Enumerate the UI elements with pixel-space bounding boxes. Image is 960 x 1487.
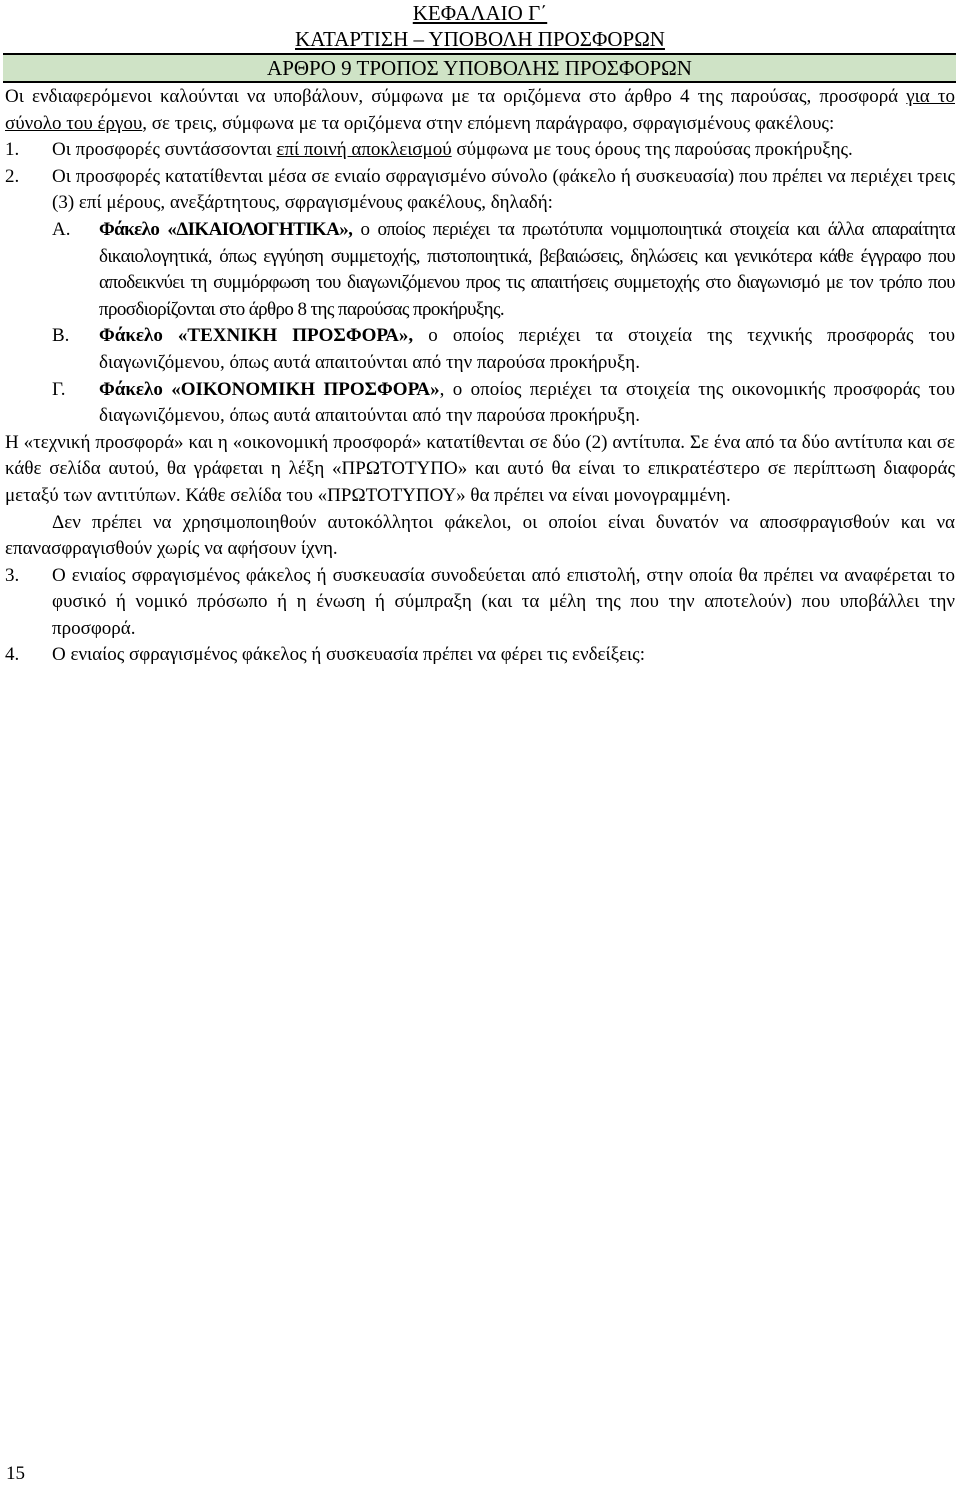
item-number: 1.	[5, 139, 20, 161]
sub-item-b: Β. Φάκελο «ΤΕΧΝΙΚΗ ΠΡΟΣΦΟΡΑ», ο οποίος περιέχει τα στοιχεία της τεχνικής προσφοράς του διαγωνιζόμενου, όπως αυτά απαιτούνται από την παρούσα προκήρυξη.	[5, 323, 955, 376]
list-item-4: 4. Ο ενιαίος σφραγισμένος φάκελος ή συσκευασία πρέπει να φέρει τις ενδείξεις:	[5, 642, 955, 669]
document-body	[5, 84, 955, 669]
list-item-2: 2. Οι προσφορές κατατίθενται μέσα σε ενιαίο σφραγισμένο σύνολο (φάκελο ή συσκευασία) που πρέπει να περιέχει τρεις (3) επί μέρους, ανεξάρτητους, σφραγισμένους φακέλους, δηλαδή:	[5, 164, 955, 217]
envelope-title: Φάκελο «ΤΕΧΝΙΚΗ ΠΡΟΣΦΟΡΑ»,	[99, 325, 414, 347]
sub-item-label: Α.	[52, 218, 71, 240]
sub-item-label: Β.	[52, 325, 70, 347]
item-number: 4.	[5, 644, 20, 666]
section-heading: ΚΑΤΑΡΤΙΣΗ – ΥΠΟΒΟΛΗ ΠΡΟΣΦΟΡΩΝ	[295, 27, 665, 51]
sub-item-label: Γ.	[52, 378, 66, 400]
envelope-title: Φάκελο «ΟΙΚΟΝΟΜΙΚΗ ΠΡΟΣΦΟΡΑ»	[99, 378, 440, 400]
item-number: 3.	[5, 564, 20, 586]
page-number: 15	[6, 1463, 25, 1484]
intro-paragraph: Οι ενδιαφερόμενοι καλούνται να υποβάλουν, σύμφωνα με τα οριζόμενα στο άρθρο 4 της παρούσας, προσφορά για το σύνολο του έργου, σε τρεις, σύμφωνα με τα οριζόμενα στην επόμενη παράγραφο, σφραγισμένους φακέλους:	[5, 86, 955, 134]
chapter-heading: ΚΕΦΑΛΑΙΟ Γ΄	[412, 1, 548, 25]
underlined-phrase: για το σύνολο του έργου	[5, 86, 955, 134]
list-item-3: 3. Ο ενιαίος σφραγισμένος φάκελος ή συσκευασία συνοδεύεται από επιστολή, στην οποία θα πρέπει να αναφέρεται το φυσικό ή νομικό πρόσωπο ή η ένωση ή σύμπραξη (και τα μέλη της που την αποτελούν) που υποβάλλει την προσφορά.	[5, 563, 955, 643]
sub-item-a: Α. Φάκελο «ΔΙΚΑΙΟΛΟΓΗΤΙΚΑ», ο οποίος περιέχει τα πρωτότυπα νομιμοποιητικά στοιχεία και άλλα απαραίτητα δικαιολογητικά, όπως εγγύηση συμμετοχής, πιστοποιητικά, βεβαιώσεις, δηλώσεις και γενικότερα κάθε έγγραφο που αποδεικνύει τη συμμόρφωση του διαγωνιζόμενου προς τις απαιτήσεις συμμετοχής στο διαγωνισμό με τον τρόπο που προσδιορίζονται στο άρθρο 8 της παρούσας προκήρυξης.	[5, 217, 955, 323]
underlined-phrase: επί ποινή αποκλεισμού	[276, 139, 452, 161]
envelopes-paragraph: Δεν πρέπει να χρησιμοποιηθούν αυτοκόλλητοι φάκελοι, οι οποίοι είναι δυνατόν να αποσφραγισθούν και να επανασφραγισθούν χωρίς να αφήσουν ίχνη.	[5, 511, 955, 560]
envelope-title: Φάκελο «ΔΙΚΑΙΟΛΟΓΗΤΙΚΑ»,	[99, 218, 353, 240]
sub-item-c: Γ. Φάκελο «ΟΙΚΟΝΟΜΙΚΗ ΠΡΟΣΦΟΡΑ», ο οποίος περιέχει τα στοιχεία της οικονομικής προσφοράς του διαγωνιζόμενου, όπως αυτά απαιτούνται από την παρούσα προκήρυξη.	[5, 377, 955, 430]
list-item-1: 1. Οι προσφορές συντάσσονται επί ποινή αποκλεισμού σύμφωνα με τους όρους της παρούσας προκήρυξης.	[5, 137, 955, 164]
article-heading: ΑΡΘΡΟ 9 ΤΡΟΠΟΣ ΥΠΟΒΟΛΗΣ ΠΡΟΣΦΟΡΩΝ	[3, 53, 956, 83]
copies-paragraph: Η «τεχνική προσφορά» και η «οικονομική προσφορά» κατατίθενται σε δύο (2) αντίτυπα. Σε ένα από τα δύο αντίτυπα και σε κάθε σελίδα αυτού, θα γράφεται η λέξη «ΠΡΩΤΟΤΥΠΟ» και αυτό θα είναι το επικρατέστερο σε περίπτωση διαφοράς μεταξύ των αντιτύπων. Κάθε σελίδα του «ΠΡΩΤΟΤΥΠΟΥ» θα πρέπει να είναι μονογραμμένη.	[5, 431, 955, 506]
item-number: 2.	[5, 165, 20, 187]
